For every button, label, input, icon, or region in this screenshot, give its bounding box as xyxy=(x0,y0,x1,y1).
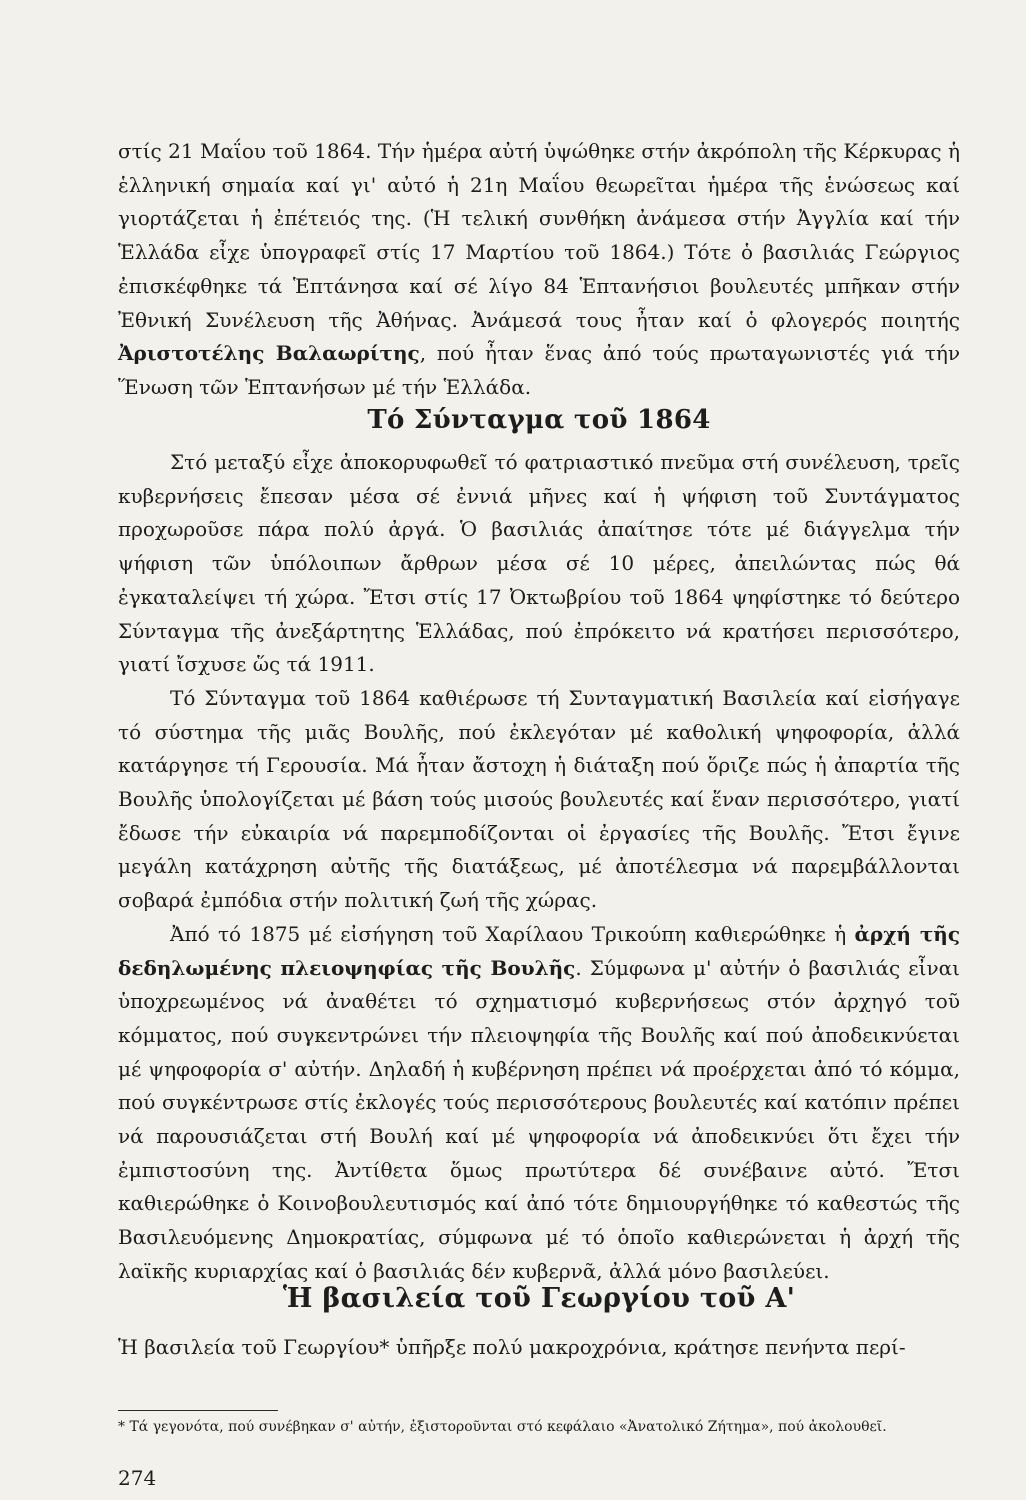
section1-paragraph-2: Τό Σύνταγμα τοῦ 1864 καθιέρωσε τή Συνταγματική Βασιλεία καί εἰσήγαγε τό σύστημα τῆς μιᾶς Βουλῆς, πού ἐκλεγόταν μέ καθολική ψηφοφορία, ἀλλά κατάργησε τή Γερουσία. Μά ἦταν ἄστοχη ἡ διάταξη πού ὅριζε πώς ἡ ἀπαρτία τῆς Βουλῆς ὑπολογίζεται μέ βάση τούς μισούς βουλευτές καί ἕναν περισσότερο, γιατί ἔδωσε τήν εὐκαιρία νά παρεμποδίζονται οἱ ἐργασίες τῆς Βουλῆς. Ἔτσι ἔγινε μεγάλη κατάχρηση αὐτῆς τῆς διατάξεως, μέ ἀποτέλεσμα νά παρεμβάλλονται σοβαρά ἐμπόδια στήν πολιτική ζωή τῆς χώρας. xyxy=(118,685,960,913)
text-run: Ἀπό τό 1875 μέ εἰσήγηση τοῦ Χαρίλαου Τρικούπη καθιερώθηκε ἡ xyxy=(170,921,855,946)
section2-paragraph-1: Ἡ βασιλεία τοῦ Γεωργίου* ὑπῆρξε πολύ μακροχρόνια, κράτησε πενήντα περί- xyxy=(118,1335,906,1359)
footnote-divider xyxy=(118,1410,278,1411)
section1-paragraph-3 xyxy=(118,918,960,1289)
opening-paragraph-block xyxy=(118,135,960,405)
section1-body xyxy=(118,446,960,1289)
text-run: , πού ἦταν ἕνας ἀπό τούς πρωταγωνιστές γιά τήν Ἕνωση τῶν Ἑπτανήσων μέ τήν Ἑλλάδα. xyxy=(118,341,961,399)
section-heading-constitution-1864: Τό Σύνταγμα τοῦ 1864 xyxy=(367,405,711,435)
bold-principle: ἀρχή τῆς δεδηλωμένης πλειοψηφίας τῆς Βουλῆς xyxy=(118,921,960,980)
section2-body xyxy=(118,1331,960,1365)
section1-paragraph-1: Στό μεταξύ εἶχε ἀποκορυφωθεῖ τό φατριαστικό πνεῦμα στή συνέλευση, τρεῖς κυβερνήσεις ἔπεσαν μέσα σέ ἐννιά μῆνες καί ἡ ψήφιση τοῦ Συντάγματος προχωροῦσε πάρα πολύ ἀργά. Ὁ βασιλιάς ἀπαίτησε τότε μέ διάγγελμα τήν ψήφιση τῶν ὑπόλοιπων ἄρθρων μέσα σέ 10 μέρες, ἀπειλώντας πώς θά ἐγκαταλείψει τή χώρα. Ἔτσι στίς 17 Ὀκτωβρίου τοῦ 1864 ψηφίστηκε τό δεύτερο Σύνταγμα τῆς ἀνεξάρτητης Ἑλλάδας, πού ἐπρόκειτο νά κρατήσει περισσότερο, γιατί ἴσχυσε ὥς τά 1911. xyxy=(118,450,960,677)
section-heading-reign-george: Ἡ βασιλεία τοῦ Γεωργίου τοῦ Α' xyxy=(282,1283,796,1314)
footnote: * Τά γεγονότα, πού συνέβηκαν σ' αὐτήν, ἐξιστοροῦνται στό κεφάλαιο «Ἀνατολικό Ζήτημα», πού ἀκολουθεῖ. xyxy=(118,1419,887,1435)
text-run: στίς 21 Μαΐου τοῦ 1864. Τήν ἡμέρα αὐτή ὑψώθηκε στήν ἀκρόπολη τῆς Κέρκυρας ἡ ἑλληνική σημαία καί γι' αὐτό ἡ 21η Μαΐου θεωρεῖται ἡμέρα τῆς ἑνώσεως καί γιορτάζεται ἡ ἐπέτειός της. (Ἡ τελική συνθήκη ἀνάμεσα στήν Ἀγγλία καί τήν Ἑλλάδα εἶχε ὑπογραφεῖ στίς 17 Μαρτίου τοῦ 1864.) Τότε ὁ βασιλιάς Γεώργιος ἐπισκέφθηκε τά Ἑπτάνησα καί σέ λίγο 84 Ἑπτανήσιοι βουλευτές μπῆκαν στήν Ἐθνική Συνέλευση τῆς Ἀθήνας. Ἀνάμεσά τους ἦταν καί ὁ φλογερός ποιητής xyxy=(118,139,960,332)
text-run: . Σύμφωνα μ' αὐτήν ὁ βασιλιάς εἶναι ὑποχρεωμένος νά ἀναθέτει τό σχηματισμό κυβερνήσεως στόν ἀρχηγό τοῦ κόμματος, πού συγκεντρώνει τήν πλειοψηφία τῆς Βουλῆς καί πού ἀποδεικνύεται μέ ψηφοφορία σ' αὐτήν. Δηλαδή ἡ κυβέρνηση πρέπει νά προέρχεται ἀπό τό κόμμα, πού συγκέντρωσε στίς ἐκλογές τούς περισσότερους βουλευτές καί κατόπιν πρέπει νά παρουσιάζεται στή Βουλή καί μέ ψηφοφορία νά ἀποδεικνύει ὅτι ἔχει τήν ἐμπιστοσύνη της. Ἀντίθετα ὅμως πρωτύτερα δέ συνέβαινε αὐτό. Ἔτσι καθιερώθηκε ὁ Κοινοβουλευτισμός καί ἀπό τότε δημιουργήθηκε τό καθεστώς τῆς Βασιλευόμενης Δημοκρατίας, σύμφωνα μέ τό ὁποῖο καθιερώνεται ἡ ἀρχή τῆς λαϊκῆς κυριαρχίας καί ὁ βασιλιάς δέν κυβερνᾶ, ἀλλά μόνο βασιλεύει. xyxy=(118,955,960,1283)
opening-paragraph xyxy=(118,135,960,405)
page-number: 274 xyxy=(118,1466,157,1490)
bold-name-valaoritis: Ἀριστοτέλης Βαλαωρίτης xyxy=(118,341,420,366)
